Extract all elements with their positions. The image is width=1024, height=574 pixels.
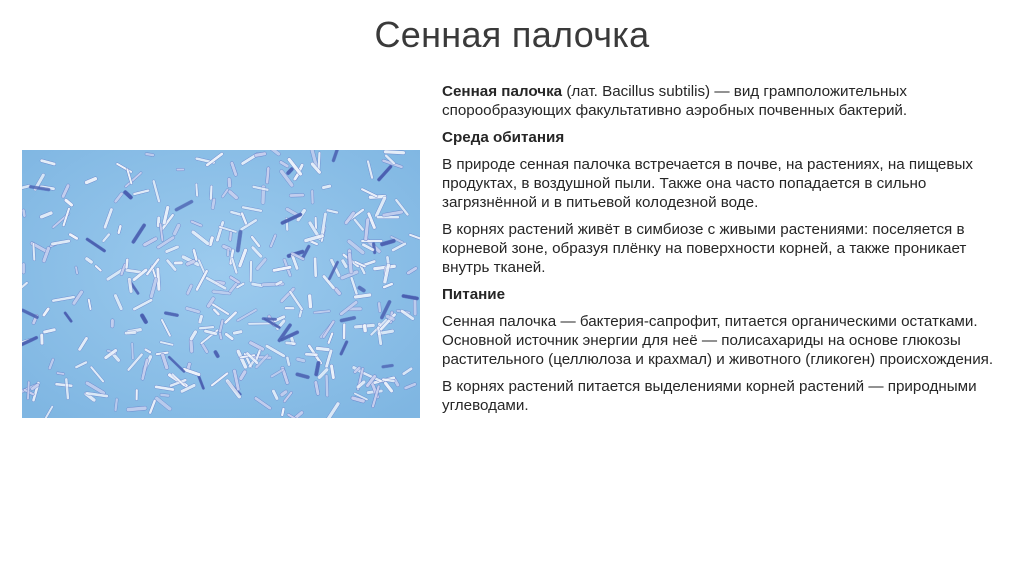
bacterium-rod (362, 324, 367, 333)
nutrition-heading (442, 285, 1002, 304)
bacterium-rod (308, 294, 313, 309)
bacterium-rod (343, 323, 346, 339)
slide-title: Сенная палочка (374, 14, 650, 55)
nutrition-paragraph-1: Сенная палочка — бактерия-сапрофит, питается органическими остатками. Основной источник энергии для неё — полисахариды на основе глюкозы растительного (целлюлоза и крахмал) и животного (гликоген) происхождения. (442, 313, 994, 368)
bacterium-rod (227, 248, 230, 256)
habitat-heading (442, 128, 1002, 147)
bacterium-rod (209, 185, 212, 200)
bacterium-rod (311, 190, 314, 204)
intro-term: Сенная палочка (442, 83, 563, 100)
bacterium-rod (284, 307, 294, 310)
bacterium-rod (313, 257, 317, 277)
habitat-paragraph-2: В корнях растений живёт в симбиозе с живыми растениями: поселяется в корневой зоне, образуя плёнку на поверхности корней, а также проникает внутрь тканей. (442, 221, 967, 276)
bacterium-rod (22, 263, 25, 274)
bacterium-rod (305, 353, 319, 357)
bacterium-rod (249, 260, 252, 282)
bacterium-rod (124, 331, 137, 335)
bacterium-rod (227, 177, 232, 187)
bacterium-rod (289, 193, 304, 197)
intro-text: (лат. Bacillus subtilis) — вид грамположительных спорообразующих факультативно аэробных почвенных бактерий. (442, 83, 908, 119)
micrograph-image (22, 150, 420, 418)
habitat-paragraph-1: В природе сенная палочка встречается в почве, на растениях, на пищевых продуктах, в воздушной пыли. Также она часто попадается в сильно загрязнённой и в питьевой колодезной воде. (442, 156, 973, 211)
bacterium-rod (40, 333, 44, 345)
nutrition-heading-text: Питание (442, 286, 506, 303)
text-body (442, 82, 1002, 423)
bacterium-rod (325, 374, 329, 397)
habitat-heading-text: Среда обитания (442, 129, 565, 146)
bacterium-rod (174, 261, 184, 265)
bacterium-rod (135, 389, 138, 401)
bacterium-rod (229, 231, 233, 241)
bacterium-rod (176, 168, 184, 171)
bacteria-micrograph (22, 150, 420, 418)
bacterium-rod (110, 319, 114, 328)
nutrition-paragraph-2: В корнях растений питается выделениями корней растений — природными углеводами. (442, 378, 977, 414)
intro-paragraph (442, 82, 1002, 120)
